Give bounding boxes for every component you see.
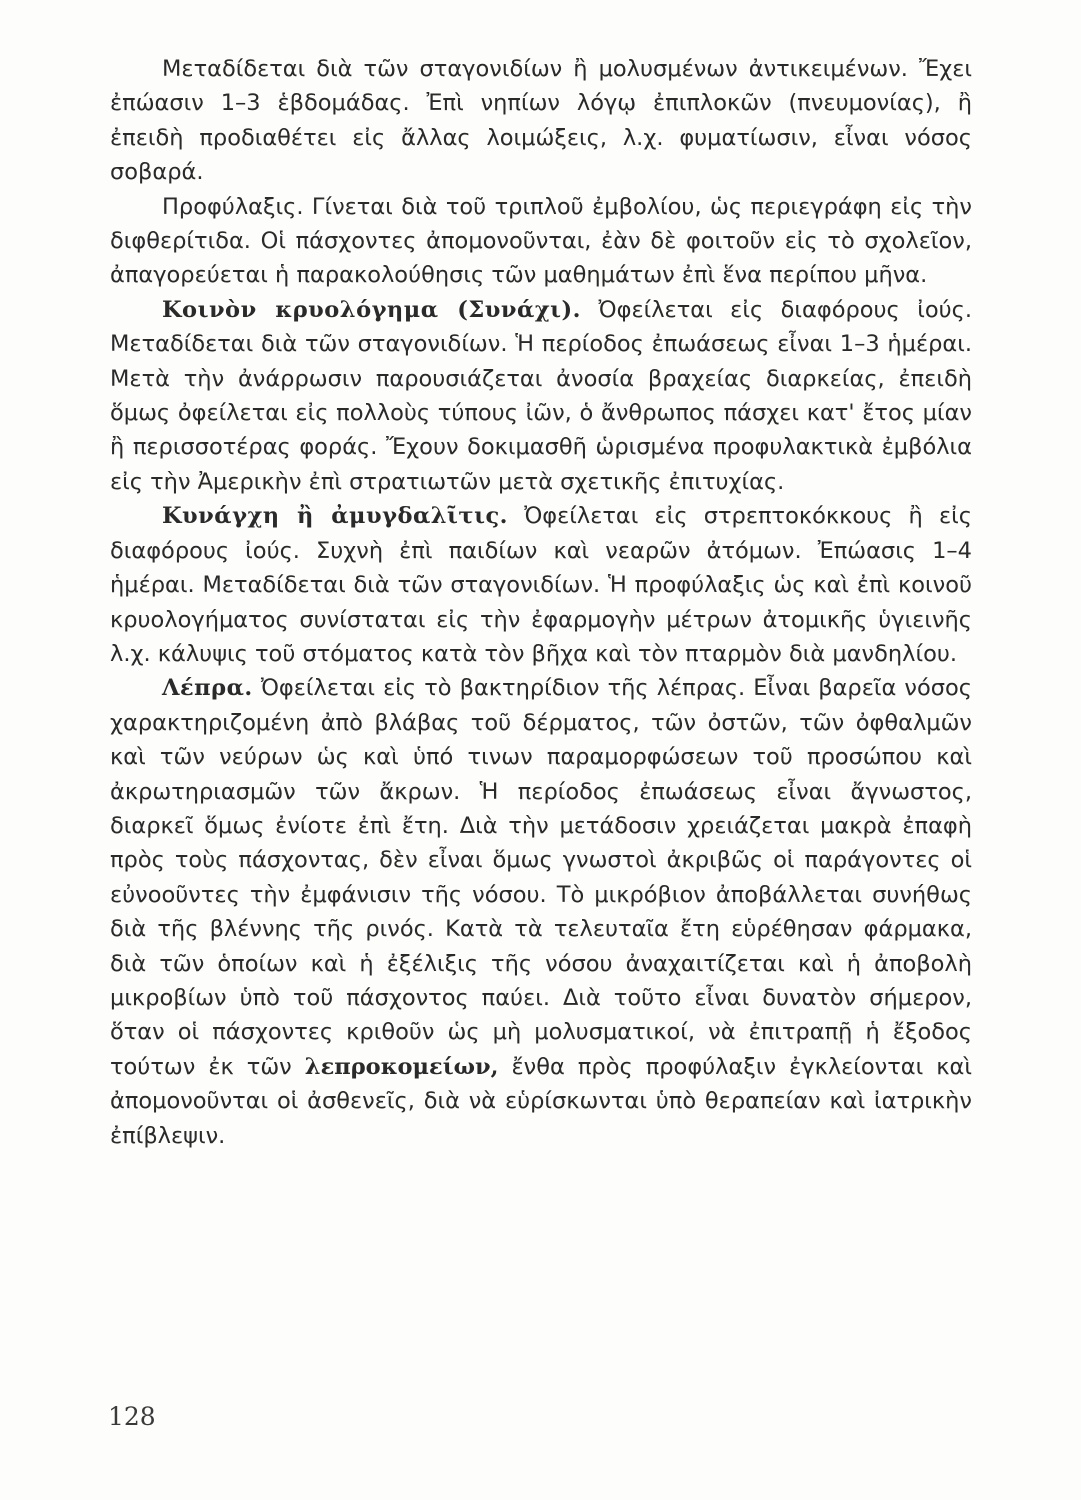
term-tonsillitis: Κυνάγχη ἢ ἀμυγδαλῖτις. bbox=[162, 503, 508, 530]
page-number: 128 bbox=[108, 1402, 156, 1431]
body-text bbox=[110, 52, 972, 1153]
paragraph-intro bbox=[110, 52, 972, 190]
paragraph-prophylaxis bbox=[110, 190, 972, 293]
paragraph-leprosy-text: Ὀφείλεται εἰς τὸ βακτηρίδιον τῆς λέπρας. Εἶναι βαρεῖα νόσος χαρακτηριζομένη ἀπὸ βλάβας τοῦ δέρματος, τῶν ὀστῶν, τῶν ὀφθαλμῶν καὶ τῶν νεύρων ὡς καὶ ὑπό τινων παραμορφώσεων τοῦ προσώπου καὶ ἀκρωτηριασμῶν τῶν ἄκρων. Ἡ περίοδος ἐπωάσεως εἶναι ἄγνωστος, διαρκεῖ ὅμως ἐνίοτε ἐπὶ ἔτη. Διὰ τὴν μετάδοσιν χρειάζεται μακρὰ ἐπαφὴ πρὸς τοὺς πάσχοντας, δὲν εἶναι ὅμως γνωστοὶ ἀκριβῶς οἱ παράγοντες οἱ εὐνοοῦντες τὴν ἐμφάνισιν τῆς νόσου. Τὸ μικρόβιον ἀποβάλλεται συνήθως διὰ τῆς βλέννης τῆς ρινός. Κατὰ τὰ τελευταῖα ἔτη εὑρέθησαν φάρμακα, διὰ τῶν ὁποίων καὶ ἡ ἐξέλιξις τῆς νόσου ἀναχαιτίζεται καὶ ἡ ἀποβολὴ μικροβίων ὑπὸ τοῦ πάσχοντος παύει. Διὰ τοῦτο εἶναι δυνατὸν σήμερον, ὅταν οἱ πάσχοντες κριθοῦν ὡς μὴ μολυσματικοί, νὰ ἐπιτραπῇ ἡ ἔξοδος τούτων ἐκ τῶν bbox=[110, 675, 972, 1080]
paragraph-common-cold-text: Ὀφείλεται εἰς διαφόρους ἰούς. Μεταδίδεται διὰ τῶν σταγονιδίων. Ἡ περίοδος ἐπωάσεως εἶναι 1–3 ἡμέραι. Μετὰ τὴν ἀνάρρωσιν παρουσιάζεται ἀνοσία βραχείας διαρκείας, ἐπειδὴ ὅμως ὀφείλεται εἰς πολλοὺς τύπους ἰῶν, ὁ ἄνθρωπος πάσχει κατ' ἔτος μίαν ἢ περισσοτέρας φοράς. Ἔχουν δοκιμασθῆ ὡρισμένα προφυλακτικὰ ἐμβόλια εἰς τὴν Ἀμερικὴν ἐπὶ στρατιωτῶν μετὰ σχετικῆς ἐπιτυχίας. bbox=[110, 296, 972, 495]
term-leprosy: Λέπρα. bbox=[162, 675, 253, 702]
paragraph-intro-text: Μεταδίδεται διὰ τῶν σταγονιδίων ἢ μολυσμένων ἀντικειμένων. Ἔχει ἐπώασιν 1–3 ἑβδομάδας. Ἐπὶ νηπίων λόγῳ ἐπιπλοκῶν (πνευμονίας), ἢ ἐπειδὴ προδιαθέτει εἰς ἄλλας λοιμώξεις, λ.χ. φυματίωσιν, εἶναι νόσος σοβαρά. bbox=[110, 56, 972, 186]
paragraph-leprosy bbox=[110, 671, 972, 1153]
term-common-cold: Κοινὸν κρυολόγημα (Συνάχι). bbox=[162, 296, 582, 323]
paragraph-leprosy-text-after: ἔνθα πρὸς προφύλαξιν ἐγκλείονται καὶ ἀπομονοῦνται οἱ ἀσθενεῖς, διὰ νὰ εὑρίσκωνται ὑπὸ θεραπείαν καὶ ἰατρικὴν ἐπίβλεψιν. bbox=[110, 1053, 972, 1149]
paragraph-prophylaxis-text: Προφύλαξις. Γίνεται διὰ τοῦ τριπλοῦ ἐμβολίου, ὡς περιεγράφη εἰς τὴν διφθερίτιδα. Οἱ πάσχοντες ἀπομονοῦνται, ἐὰν δὲ φοιτοῦν εἰς τὸ σχολεῖον, ἀπαγορεύεται ἡ παρακολούθησις τῶν μαθημάτων ἐπὶ ἕνα περίπου μῆνα. bbox=[110, 193, 972, 289]
paragraph-common-cold bbox=[110, 293, 972, 499]
paragraph-tonsillitis-text: Ὀφείλεται εἰς στρεπτοκόκκους ἢ εἰς διαφόρους ἰούς. Συχνὴ ἐπὶ παιδίων καὶ νεαρῶν ἀτόμων. Ἐπώασις 1–4 ἡμέραι. Μεταδίδεται διὰ τῶν σταγονιδίων. Ἡ προφύλαξις ὡς καὶ ἐπὶ κοινοῦ κρυολογήματος συνίσταται εἰς τὴν ἐφαρμογὴν μέτρων ἀτομικῆς ὑγιεινῆς λ.χ. κάλυψις τοῦ στόματος κατὰ τὸν βῆχα καὶ τὸν πταρμὸν διὰ μανδηλίου. bbox=[110, 503, 972, 667]
paragraph-tonsillitis bbox=[110, 499, 972, 671]
term-leprosarium: λεπροκομείων, bbox=[304, 1053, 499, 1080]
